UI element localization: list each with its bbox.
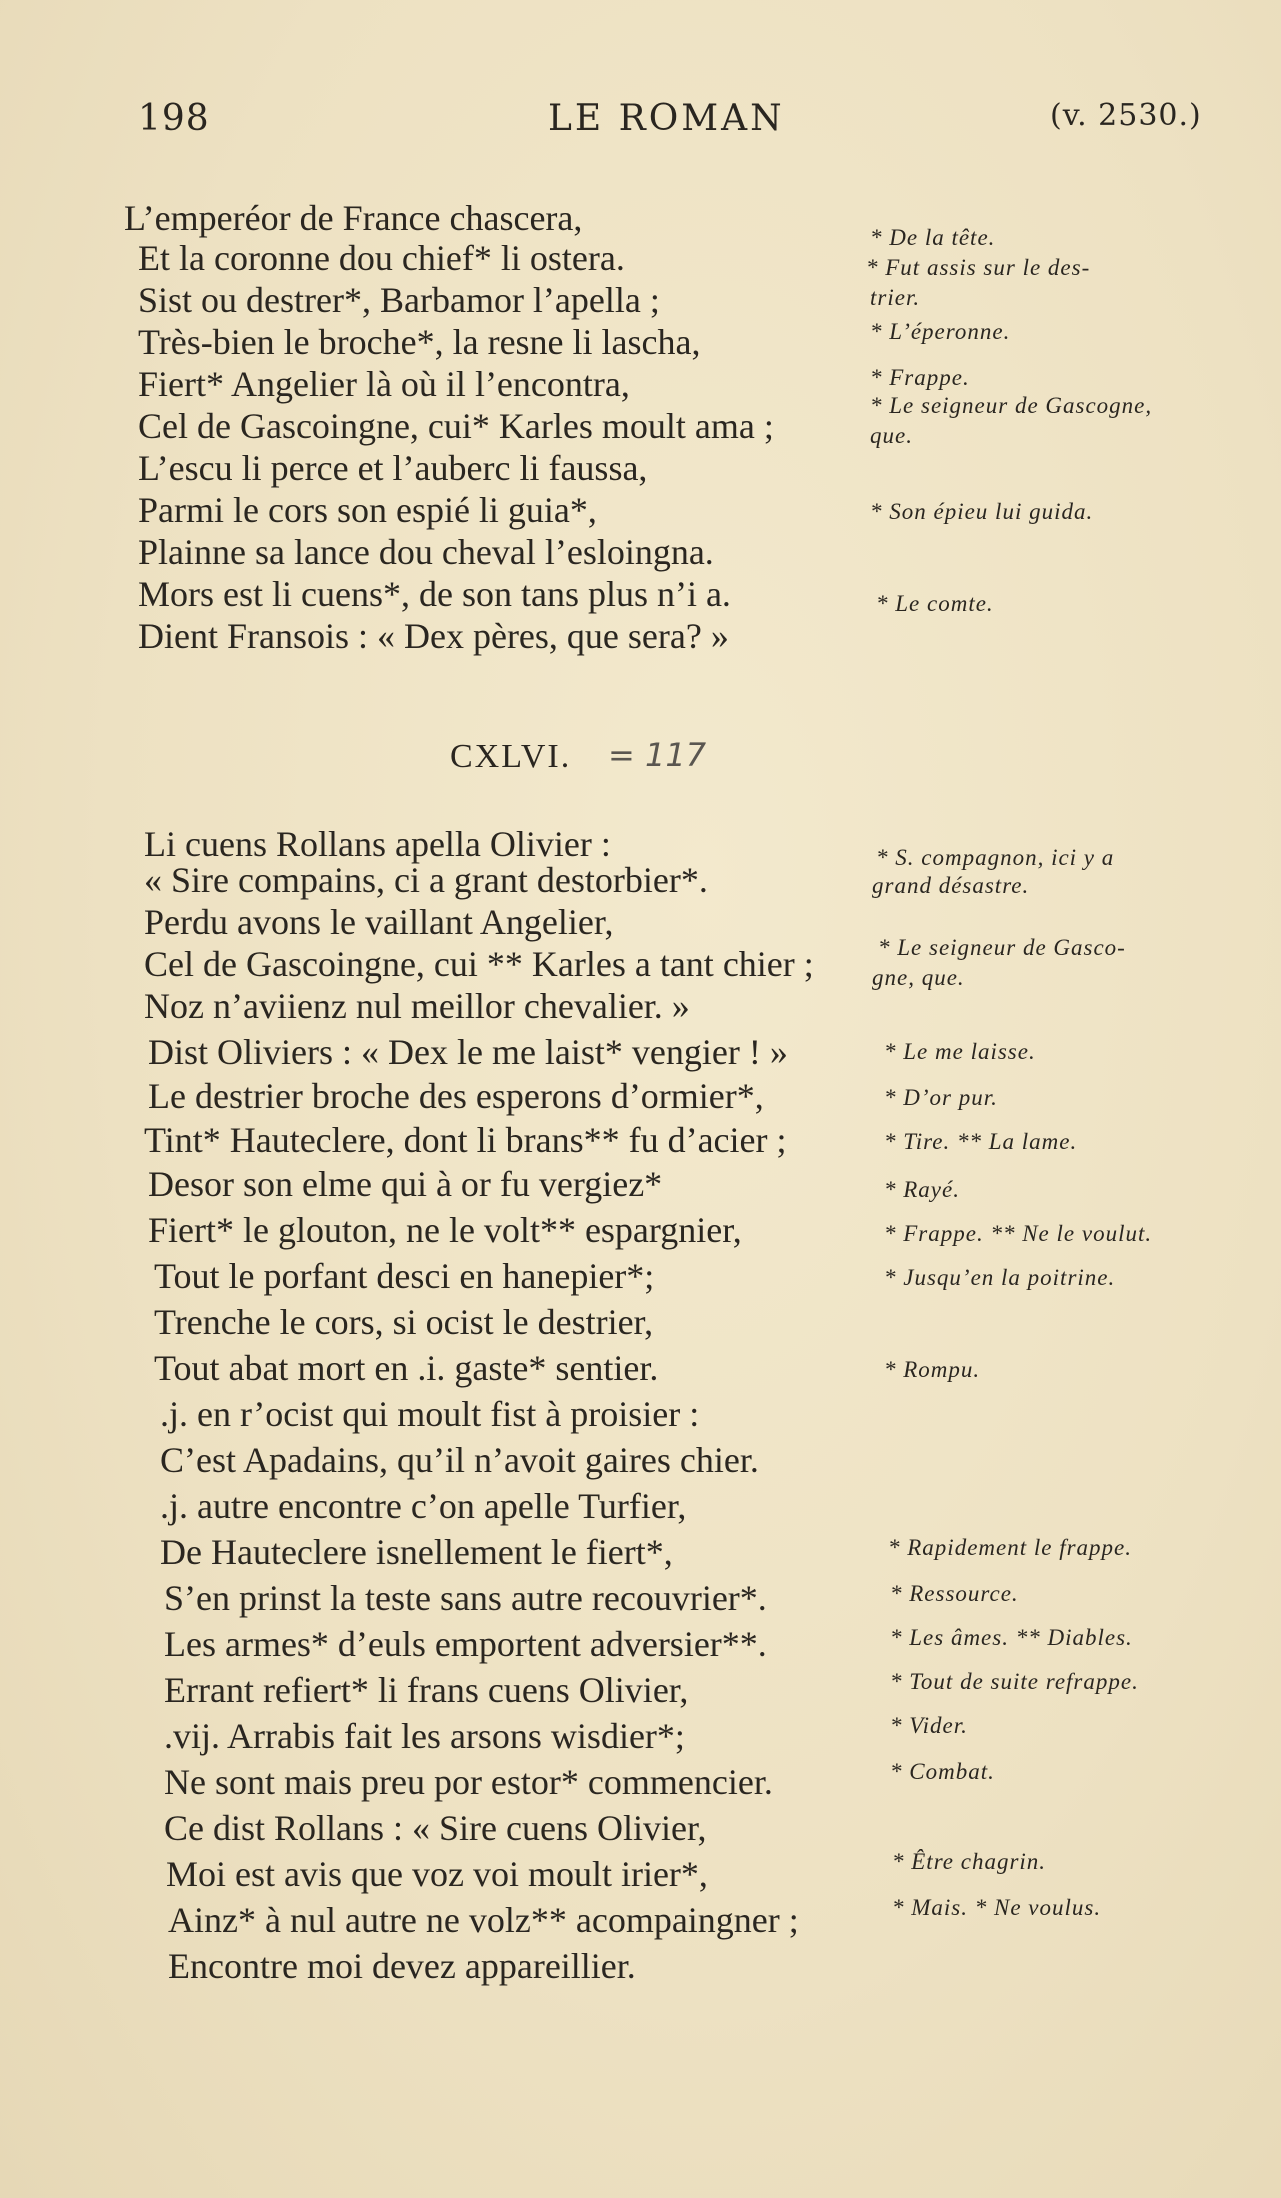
footnote: * Ressource. xyxy=(890,1581,1019,1606)
footnote: * D’or pur. xyxy=(884,1085,998,1110)
footnote: * Le seigneur de Gascogne, xyxy=(870,393,1153,418)
verse-line: Desor son elme qui à or fu vergiez* xyxy=(148,1164,663,1204)
footnote: que. xyxy=(870,423,913,448)
verse-line: Moi est avis que voz voi moult irier*, xyxy=(166,1854,708,1894)
verse-line: Tout le porfant desci en hanepier*; xyxy=(154,1256,655,1296)
verse-line: L’escu li perce et l’auberc li faussa, xyxy=(138,448,648,488)
verse-line: Tout abat mort en .i. gaste* sentier. xyxy=(154,1348,659,1388)
verse-line: Ne sont mais preu por estor* commencier. xyxy=(164,1762,773,1802)
verse-line: Trenche le cors, si ocist le destrier, xyxy=(154,1302,654,1342)
verse-line: L’emperéor de France chascera, xyxy=(124,198,583,238)
verse-line: .vij. Arrabis fait les arsons wisdier*; xyxy=(164,1716,685,1756)
footnote: gne, que. xyxy=(872,965,965,990)
verse-line: Très-bien le broche*, la resne li lascha, xyxy=(138,322,701,362)
verse-line: « Sire compains, ci a grant destorbier*. xyxy=(144,860,708,900)
verse-line: Parmi le cors son espié li guia*, xyxy=(138,490,597,530)
footnote: * Tout de suite refrappe. xyxy=(890,1669,1139,1694)
verse-line: Le destrier broche des esperons d’ormier*, xyxy=(148,1076,764,1116)
verse-line: S’en prinst la teste sans autre recouvrier*. xyxy=(164,1578,767,1618)
footnote: * Fut assis sur le des- xyxy=(866,255,1091,280)
footnote: * Le comte. xyxy=(876,591,994,616)
verse-line: Dient Fransois : « Dex pères, que sera? » xyxy=(138,616,729,656)
footnote: * Jusqu’en la poitrine. xyxy=(884,1265,1116,1290)
pencil-annotation: = 117 xyxy=(608,736,707,774)
footnote: * Combat. xyxy=(890,1759,995,1784)
verse-line: Les armes* d’euls emportent adversier**. xyxy=(164,1624,767,1664)
verse-line: Encontre moi devez appareillier. xyxy=(168,1946,636,1986)
verse-line: Mors est li cuens*, de son tans plus n’i a. xyxy=(138,574,731,614)
footnote: * Frappe. xyxy=(870,365,970,390)
footnote: * Rayé. xyxy=(884,1177,960,1202)
footnote: trier. xyxy=(870,285,921,310)
footnote: * Vider. xyxy=(890,1713,968,1738)
verse-line: .j. en r’ocist qui moult fist à proisier : xyxy=(160,1394,700,1434)
footnote: * Le me laisse. xyxy=(884,1039,1036,1064)
verse-line: C’est Apadains, qu’il n’avoit gaires chier. xyxy=(160,1440,759,1480)
verse-line: Li cuens Rollans apella Olivier : xyxy=(144,824,611,864)
verse-line: Ce dist Rollans : « Sire cuens Olivier, xyxy=(164,1808,707,1848)
verse-line: Plainne sa lance dou cheval l’esloingna. xyxy=(138,532,714,572)
verse-line: Perdu avons le vaillant Angelier, xyxy=(144,902,614,942)
footnote: * Frappe. ** Ne le voulut. xyxy=(884,1221,1153,1246)
verse-line: Et la coronne dou chief* li ostera. xyxy=(138,238,625,278)
footnote: * Mais. * Ne voulus. xyxy=(892,1895,1102,1920)
verse-line: De Hauteclere isnellement le fiert*, xyxy=(160,1532,673,1572)
verse-line: Noz n’aviienz nul meillor chevalier. » xyxy=(144,986,690,1026)
verse-line: Sist ou destrer*, Barbamor l’apella ; xyxy=(138,280,660,320)
verse-line: Cel de Gascoingne, cui ** Karles a tant chier ; xyxy=(144,944,814,984)
verse-line: Errant refiert* li frans cuens Olivier, xyxy=(164,1670,689,1710)
verse-line: Fiert* le glouton, ne le volt** espargnier, xyxy=(148,1210,742,1250)
verse-line: Cel de Gascoingne, cui* Karles moult ama ; xyxy=(138,406,774,446)
verse-line: Dist Oliviers : « Dex le me laist* vengier ! » xyxy=(148,1032,788,1072)
footnote: * Les âmes. ** Diables. xyxy=(890,1625,1133,1650)
running-title: LE ROMAN xyxy=(548,98,785,139)
footnote: * L’éperonne. xyxy=(870,319,1011,344)
footnote: * De la tête. xyxy=(870,225,996,250)
footnote: * Rompu. xyxy=(884,1357,981,1382)
verse-line: Fiert* Angelier là où il l’encontra, xyxy=(138,364,630,404)
verse-line: Ainz* à nul autre ne volz** acompaingner ; xyxy=(168,1900,799,1940)
footnote: * Être chagrin. xyxy=(892,1849,1047,1874)
footnote: * Rapidement le frappe. xyxy=(888,1535,1133,1560)
page-number: 198 xyxy=(138,98,210,139)
footnote: * Le seigneur de Gasco- xyxy=(878,935,1126,960)
footnote: * Son épieu lui guida. xyxy=(870,499,1094,524)
footnote: * S. compagnon, ici y a xyxy=(876,845,1115,870)
verse-line: .j. autre encontre c’on apelle Turfier, xyxy=(160,1486,687,1526)
verse-reference: (v. 2530.) xyxy=(1050,98,1202,133)
verse-line: Tint* Hauteclere, dont li brans** fu d’acier ; xyxy=(144,1120,787,1160)
section-heading: CXLVI. xyxy=(450,738,572,775)
footnote: * Tire. ** La lame. xyxy=(884,1129,1078,1154)
footnote: grand désastre. xyxy=(872,873,1030,898)
